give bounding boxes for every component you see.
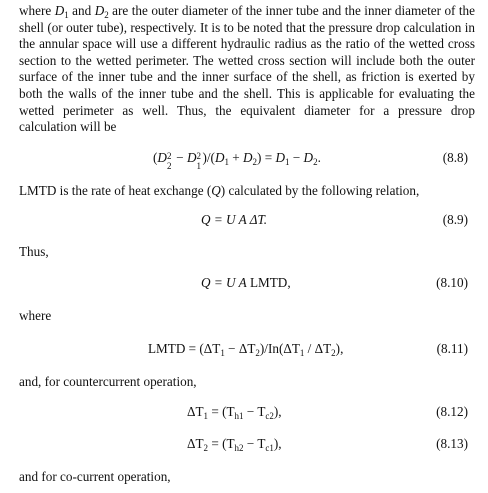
equation-8-11: LMTD = $(\Delta T_1 - \Delta T_2)/In(\Delta T_1 / \Delta T_2)$, [148, 341, 344, 358]
equation-8-10: Q = U A LMTD, [201, 275, 291, 290]
equation-number-8-8: (8.8) [442, 150, 468, 165]
thus-text: Thus, [19, 244, 49, 259]
intro-paragraph: where $D_1$ and $D_2$ are the outer diameter of the inner tube and the inner diameter of the shell (or outer tube), respectively. It is to be noted that the pressure drop calculation in the annular space will use a different hydraulic radius as the ratio of the wetted cross section to the wetted perimeter. The wetted cross section will include both the outer surface of the inner tube and the inner surface of the shell, as friction is exerted by both the walls of the inner tube and the shell. This is applicable for evaluating the wetted perimeter as well. Thus, the equivalent diameter for a pressure drop calculation will be [19, 3, 475, 135]
equation-number-8-12: (8.12) [436, 404, 468, 419]
symbol-d2: D [94, 3, 105, 18]
equation-8-8: (D 2 2 − D 2 1 )$/(D_1 + D_2) = D_1 - D_2$. [153, 150, 321, 171]
equation-8-9: Q = U A ΔT. [201, 212, 268, 227]
lmtd-intro-line: LMTD is the rate of heat exchange (Q) calculated by the following relation, [19, 183, 420, 198]
where-text: where [19, 308, 52, 323]
equation-number-8-9: (8.9) [442, 212, 468, 227]
equation-8-12: $\Delta T_1 = (T_{h1} - T_{c2})$, [187, 404, 282, 421]
cocurrent-text: and for co-current operation, [19, 469, 171, 484]
equation-number-8-11: (8.11) [436, 341, 468, 356]
countercurrent-text: and, for countercurrent operation, [19, 374, 197, 389]
equation-number-8-13: (8.13) [436, 436, 468, 451]
symbol-d1: D [54, 3, 65, 18]
equation-8-13: $\Delta T_2 = (T_{h2} - T_{c1})$, [187, 436, 282, 453]
equation-number-8-10: (8.10) [436, 275, 468, 290]
